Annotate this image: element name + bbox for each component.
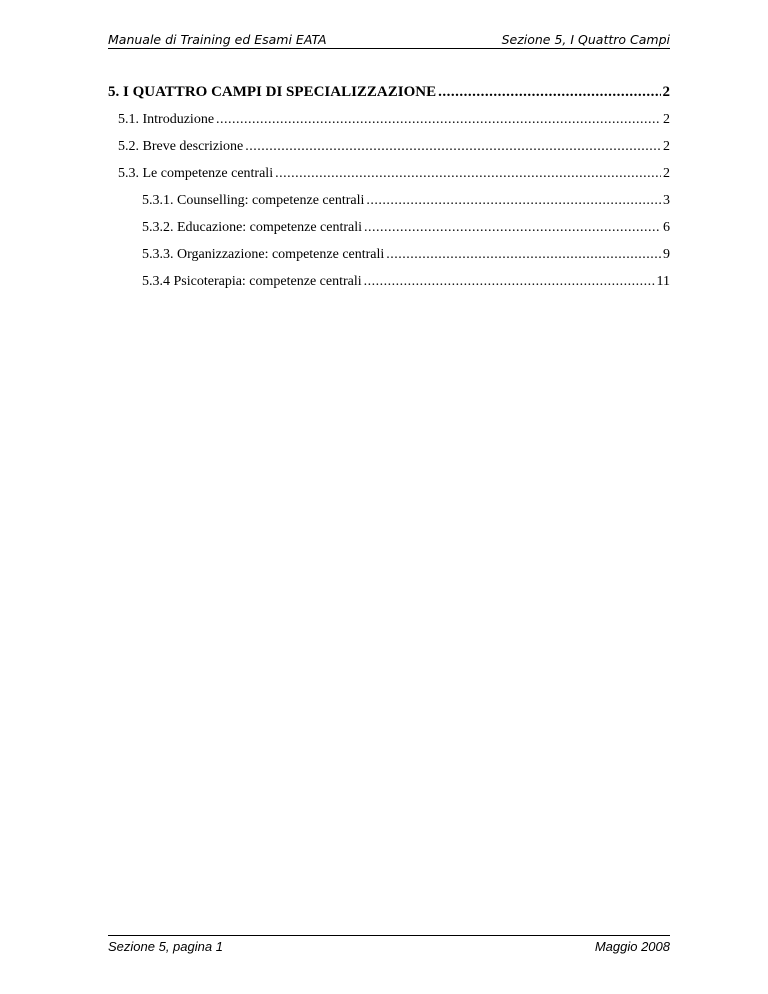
toc-entry-title: 5.3. Le competenze centrali [118,166,274,181]
toc-entry-5-3-4[interactable] [142,272,670,292]
toc-entry-5-1[interactable] [118,110,670,130]
toc-dot-leader [364,218,661,238]
toc-dot-leader [366,191,661,211]
toc-entry-title: 5.3.2. Educazione: competenze centrali [142,220,363,235]
toc-entry-section-5[interactable] [108,82,670,102]
page-footer [108,935,670,954]
toc-page-number: 2 [663,166,670,181]
header-document-title: Manuale di Training ed Esami EATA [108,32,327,47]
toc-entry-title: 5.3.4 Psicoterapia: competenze centrali [142,274,362,289]
toc-dot-leader [438,82,660,102]
header-section-title: Sezione 5, I Quattro Campi [501,32,670,47]
toc-page-number: 2 [662,84,670,100]
footer-page-label: Sezione 5, pagina 1 [108,939,223,954]
toc-dot-leader [275,164,661,184]
toc-entry-title: 5.1. Introduzione [118,112,215,127]
page-header [108,32,670,49]
toc-dot-leader [386,245,661,265]
toc-page-number: 2 [663,112,670,127]
toc-dot-leader [216,110,661,130]
toc-entry-5-3-3[interactable] [142,245,670,265]
toc-entry-5-2[interactable] [118,137,670,157]
toc-page-number: 11 [656,274,670,289]
toc-dot-leader [245,137,661,157]
toc-entry-5-3-2[interactable] [142,218,670,238]
toc-entry-title: 5.3.1. Counselling: competenze centrali [142,193,365,208]
toc-entry-title: 5.3.3. Organizzazione: competenze centrali [142,247,385,262]
toc-page-number: 6 [663,220,670,235]
toc-entry-5-3[interactable] [118,164,670,184]
toc-entry-title: 5.2. Breve descrizione [118,139,244,154]
toc-dot-leader [364,272,655,292]
footer-date: Maggio 2008 [594,939,670,954]
toc-entry-5-3-1[interactable] [142,191,670,211]
toc-entry-title: 5. I QUATTRO CAMPI DI SPECIALIZZAZIONE [108,84,437,100]
toc-page-number: 9 [663,247,670,262]
toc-page-number: 3 [663,193,670,208]
toc-page-number: 2 [663,139,670,154]
